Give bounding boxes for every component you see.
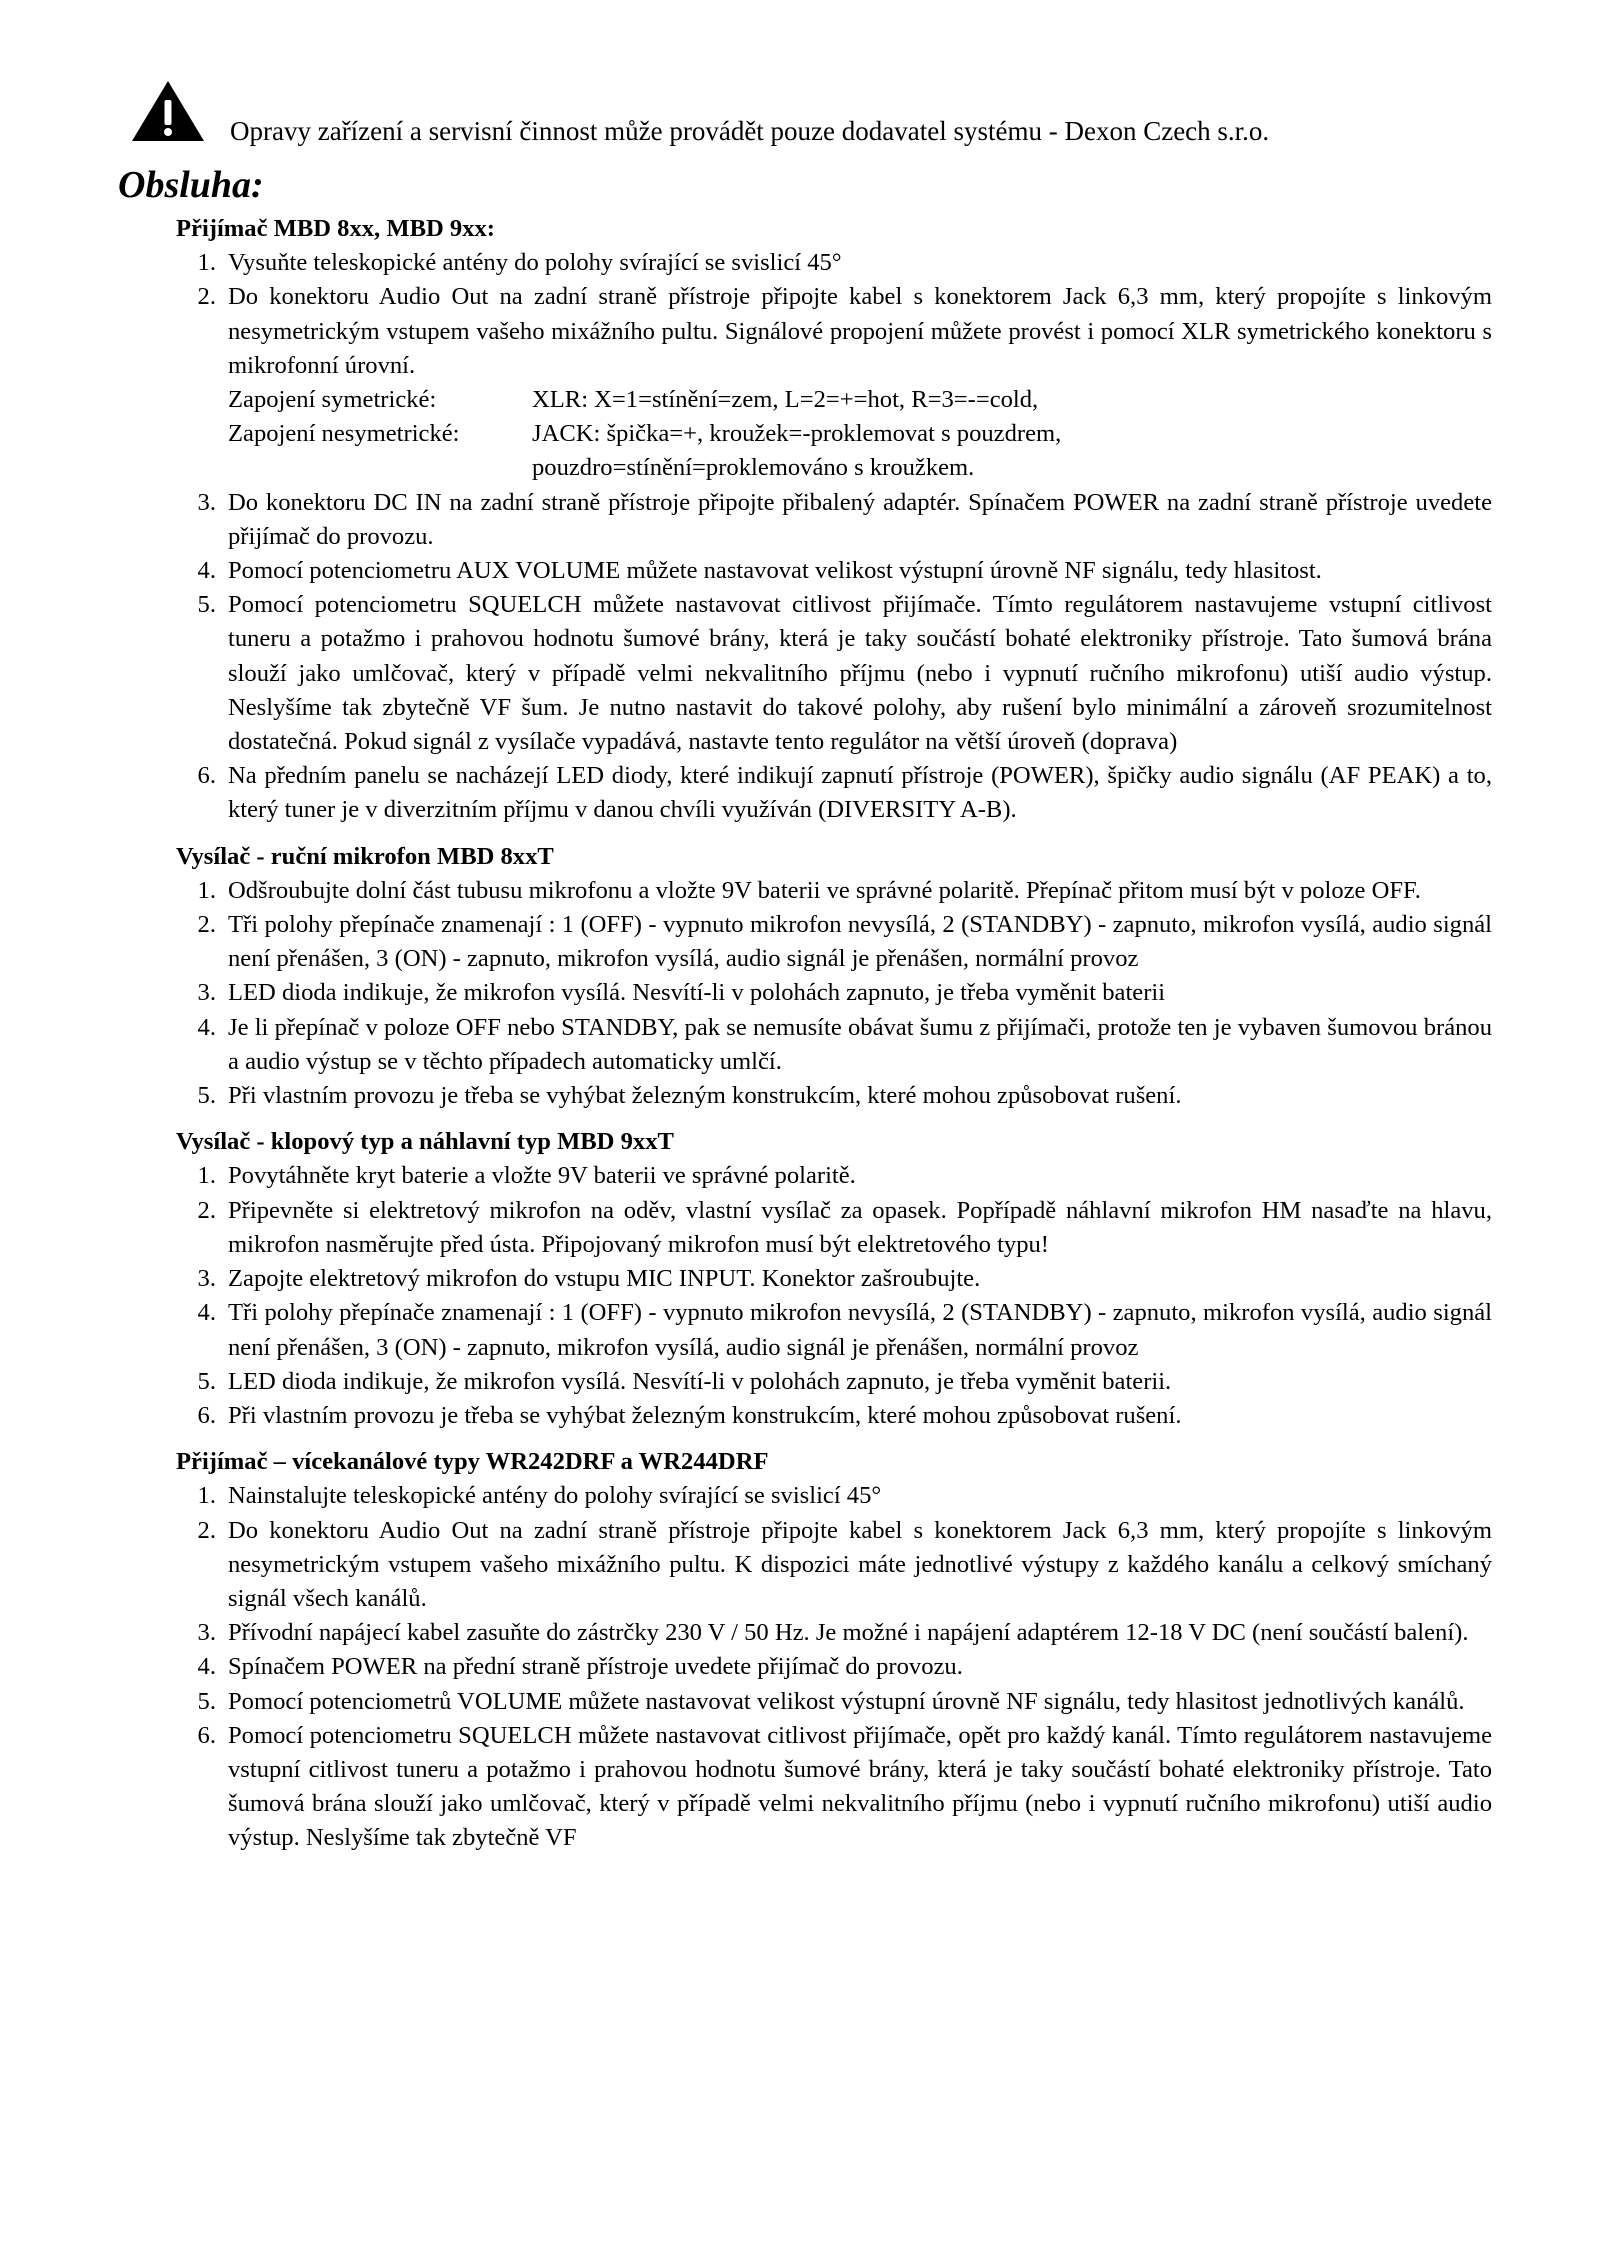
list-item [176,1296,1492,1364]
list-item [176,1365,1492,1399]
item-text: Pomocí potenciometru SQUELCH můžete nastavovat citlivost přijímače, opět pro každý kanál. Tímto regulátorem nastavujeme vstupní citlivost tuneru a potažmo i prahovou hodnotu šumové brány, která je taky součástí bohaté elektroniky přístroje. Tato šumová brána slouží jako umlčovač, který v případě velmi nekvalitního příjmu (nebo i vypnutí ručního mikrofonu) utiší audio výstup. Neslyšíme tak zbytečně VF [228,1721,1492,1852]
warning-notice [130,78,1530,148]
warning-text: Opravy zařízení a servisní činnost může provádět pouze dodavatel systému - Dexon Czech s.r.o. [230,116,1270,146]
item-number: 3. [197,1265,216,1293]
item-number: 3. [197,1619,216,1647]
list-item [176,976,1492,1010]
item-number: 6. [197,762,216,790]
list-item [176,486,1492,554]
list-item [176,1616,1492,1650]
instruction-list [176,246,1492,383]
list-item [176,1011,1492,1079]
item-text: LED dioda indikuje, že mikrofon vysílá. Nesvítí-li v polohách zapnuto, je třeba vyměnit baterii. [228,1367,1172,1395]
page-heading: Obsluha: [118,164,264,206]
wiring-value: XLR: X=1=stínění=zem, L=2=+=hot, R=3=-=cold, [532,386,1039,414]
item-text: Do konektoru Audio Out na zadní straně přístroje připojte kabel s konektorem Jack 6,3 mm, který propojíte s linkovým nesymetrickým vstupem vašeho mixážního pultu. K dispozici máte jednotlivé výstupy z každého kanálu a celkový smíchaný signál všech kanálů. [228,1516,1492,1612]
section-receiver-mbd [176,212,1492,828]
item-number: 4. [197,557,216,585]
wiring-table [176,383,1492,486]
section-title: Přijímač – vícekanálové typy WR242DRF a WR244DRF [176,1448,769,1476]
wiring-row-nonsymmetric [228,417,1492,451]
item-number: 1. [197,249,216,277]
wiring-value-continuation: pouzdro=stínění=proklemováno s kroužkem. [532,454,975,482]
item-number: 6. [197,1721,216,1749]
item-number: 4. [197,1299,216,1327]
list-item [176,246,1492,280]
section-lavalier-transmitter [176,1125,1492,1433]
item-text: Pomocí potenciometrů VOLUME můžete nastavovat velikost výstupní úrovně NF signálu, tedy hlasitost jednotlivých kanálů. [228,1687,1465,1715]
item-number: 6. [197,1401,216,1429]
item-text: Při vlastním provozu je třeba se vyhýbat železným konstrukcím, které mohou způsobovat rušení. [228,1082,1182,1110]
item-number: 5. [197,1687,216,1715]
item-text: Připevněte si elektretový mikrofon na oděv, vlastní vysílač za opasek. Popřípadě náhlavní mikrofon HM nasaďte na hlavu, mikrofon nasměrujte před ústa. Připojovaný mikrofon musí být elektretového typu! [228,1196,1492,1258]
item-number: 4. [197,1653,216,1681]
list-item [176,1650,1492,1684]
section-multichannel-receiver [176,1445,1492,1855]
instruction-list [176,1159,1492,1433]
item-text: LED dioda indikuje, že mikrofon vysílá. Nesvítí-li v polohách zapnuto, je třeba vyměnit baterii [228,979,1166,1007]
list-item [176,1719,1492,1856]
item-text: Nainstalujte teleskopické antény do polohy svírající se svislicí 45° [228,1482,882,1510]
instruction-list [176,874,1492,1113]
list-item [176,1079,1492,1113]
list-item [176,280,1492,383]
list-item [176,554,1492,588]
item-text: Odšroubujte dolní část tubusu mikrofonu a vložte 9V baterii ve správné polaritě. Přepínač přitom musí být v poloze OFF. [228,876,1421,904]
item-text: Přívodní napájecí kabel zasuňte do zástrčky 230 V / 50 Hz. Je možné i napájení adaptérem 12-18 V DC (není součástí balení). [228,1619,1469,1647]
item-text: Je li přepínač v poloze OFF nebo STANDBY, pak se nemusíte obávat šumu z přijímači, protože ten je vybaven šumovou bránou a audio výstup se v těchto případech automaticky umlčí. [228,1013,1492,1075]
list-item [176,588,1492,759]
wiring-label: Zapojení symetrické: [228,386,437,414]
list-item [176,908,1492,976]
item-number: 1. [197,876,216,904]
item-text: Spínačem POWER na přední straně přístroje uvedete přijímač do provozu. [228,1653,963,1681]
wiring-label: Zapojení nesymetrické: [228,420,460,448]
list-item [176,1514,1492,1617]
list-item [176,1479,1492,1513]
wiring-value: JACK: špička=+, kroužek=-proklemovat s pouzdrem, [532,420,1062,448]
item-text: Do konektoru Audio Out na zadní straně přístroje připojte kabel s konektorem Jack 6,3 mm, který propojíte s linkovým nesymetrickým vstupem vašeho mixážního pultu. Signálové propojení můžete provést i pomocí XLR symetrického konektoru s mikrofonní úrovní. [228,283,1492,379]
item-number: 3. [197,979,216,1007]
item-number: 5. [197,1367,216,1395]
item-number: 1. [197,1162,216,1190]
item-text: Vysuňte teleskopické antény do polohy svírající se svislicí 45° [228,249,842,277]
item-number: 2. [197,911,216,939]
item-text: Povytáhněte kryt baterie a vložte 9V baterii ve správné polaritě. [228,1162,856,1190]
item-number: 5. [197,1082,216,1110]
item-number: 3. [197,488,216,516]
list-item [176,874,1492,908]
item-text: Při vlastním provozu je třeba se vyhýbat železným konstrukcím, které mohou způsobovat rušení. [228,1401,1182,1429]
item-number: 2. [197,283,216,311]
item-text: Na předním panelu se nacházejí LED diody, které indikují zapnutí přístroje (POWER), špičky audio signálu (AF PEAK) a to, který tuner je v diverzitním příjmu v danou chvíli využíván (DIVERSITY A-B). [228,762,1492,824]
section-title: Vysílač - klopový typ a náhlavní typ MBD 9xxT [176,1128,674,1156]
item-text: Tři polohy přepínače znamenají : 1 (OFF) - vypnuto mikrofon nevysílá, 2 (STANDBY) - zapnuto, mikrofon vysílá, audio signál není přenášen, 3 (ON) - zapnuto, mikrofon vysílá, audio signál je přenášen, normální provoz [228,1299,1492,1361]
item-text: Pomocí potenciometru SQUELCH můžete nastavovat citlivost přijímače. Tímto regulátorem nastavujeme vstupní citlivost tuneru a potažmo i prahovou hodnotu šumové brány, která je taky součástí bohaté elektroniky přístroje. Tato šumová brána slouží jako umlčovač, který v případě velmi nekvalitního příjmu (nebo i vypnutí ručního mikrofonu) utiší audio výstup. Neslyšíme tak zbytečně VF šum. Je nutno nastavit do takové polohy, aby rušení bylo minimální a zároveň srozumitelnost dostatečná. Pokud signál z vysílače vypadává, nastavte tento regulátor na větší úroveň (doprava) [228,591,1492,756]
list-item [176,1194,1492,1262]
list-item [176,1399,1492,1433]
item-text: Pomocí potenciometru AUX VOLUME můžete nastavovat velikost výstupní úrovně NF signálu, tedy hlasitost. [228,557,1322,585]
warning-triangle-icon [130,78,206,144]
item-text: Tři polohy přepínače znamenají : 1 (OFF) - vypnuto mikrofon nevysílá, 2 (STANDBY) - zapnuto, mikrofon vysílá, audio signál není přenášen, 3 (ON) - zapnuto, mikrofon vysílá, audio signál je přenášen, normální provoz [228,911,1492,973]
list-item [176,1685,1492,1719]
list-item [176,759,1492,827]
item-number: 1. [197,1482,216,1510]
section-title: Přijímač MBD 8xx, MBD 9xx: [176,215,495,242]
item-text: Do konektoru DC IN na zadní straně přístroje připojte přibalený adaptér. Spínačem POWER na zadní straně přístroje uvedete přijímač do provozu. [228,488,1492,550]
item-text: Zapojte elektretový mikrofon do vstupu MIC INPUT. Konektor zašroubujte. [228,1265,981,1293]
section-title: Vysílač - ruční mikrofon MBD 8xxT [176,842,554,870]
item-number: 4. [197,1013,216,1041]
item-number: 5. [197,591,216,619]
list-item [176,1262,1492,1296]
item-number: 2. [197,1516,216,1544]
instruction-list [176,486,1492,828]
wiring-row-symmetric [228,383,1492,417]
item-number: 2. [197,1196,216,1224]
document-body [176,212,1492,1868]
section-handheld-transmitter [176,840,1492,1114]
list-item [176,1159,1492,1193]
instruction-list [176,1479,1492,1855]
